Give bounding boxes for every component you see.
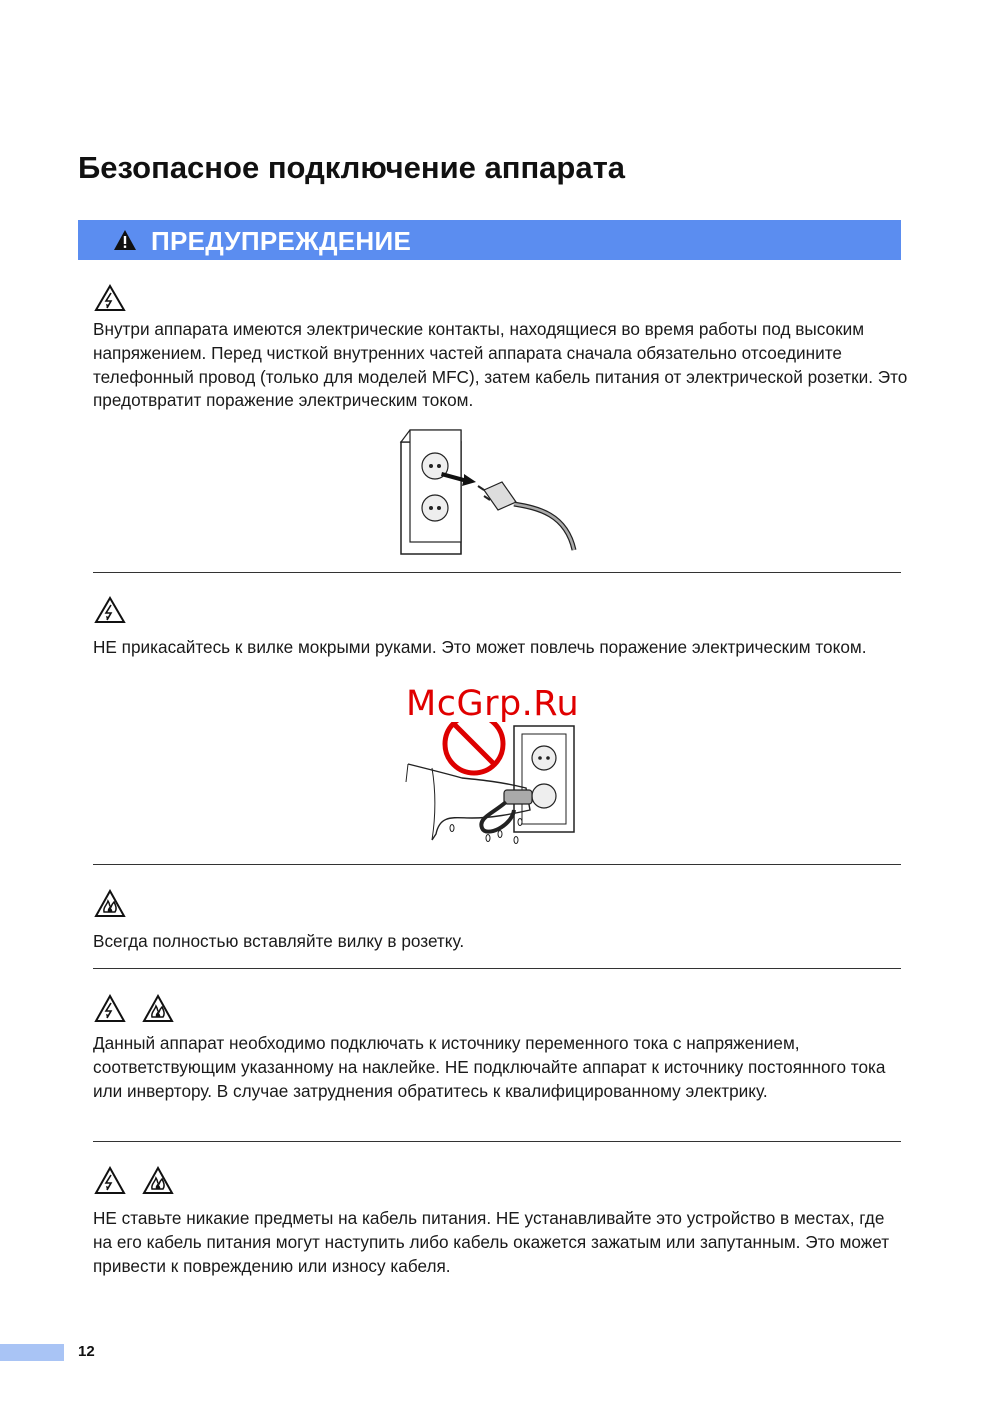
electric-shock-warning-icon (94, 284, 126, 312)
warning-banner (78, 220, 901, 260)
section-divider (93, 968, 901, 969)
section-divider (93, 864, 901, 865)
electric-shock-warning-icon (94, 1166, 126, 1196)
section-5-text: НЕ ставьте никакие предметы на кабель питания. НЕ устанавливайте это устройство в местах, где на его кабель питания могут наступить либо кабель окажется зажатым или запутанным. Это может привести к повреждению или износу кабеля. (93, 1208, 890, 1276)
electric-shock-warning-icon (94, 596, 126, 624)
fire-hazard-warning-icon (94, 889, 126, 919)
wet-hands-illustration (402, 722, 582, 852)
page-number: 12 (78, 1343, 95, 1360)
electric-shock-warning-icon (94, 994, 126, 1024)
prohibited-icon (445, 722, 503, 773)
section-3-text: Всегда полностью вставляйте вилку в розетку. (93, 931, 465, 951)
warning-triangle-icon (113, 229, 137, 251)
section-divider (93, 1141, 901, 1142)
page-title: Безопасное подключение аппарата (78, 150, 626, 185)
section-2-text: НЕ прикасайтесь к вилке мокрыми руками. Это может повлечь поражение электрическим током. (93, 637, 867, 657)
page-tab-marker (0, 1344, 64, 1361)
fire-hazard-warning-icon (142, 1166, 174, 1196)
fire-hazard-warning-icon (142, 994, 174, 1024)
section-1-text: Внутри аппарата имеются электрические контакты, находящиеся во время работы под высоким напряжением. Перед чисткой внутренних частей аппарата сначала обязательно отсоедините телефонный провод (только для моделей MFC), затем кабель питания от электрической розетки. Это предотвратит поражение электрическим током. (93, 319, 908, 411)
watermark: McGrp.Ru (406, 684, 580, 724)
section-4-text: Данный аппарат необходимо подключать к источнику переменного тока с напряжением, соответствующим указанному на наклейке. НЕ подключайте аппарат к источнику постоянного тока или инвертору. В случае затруднения обратитесь к квалифицированному электрику. (93, 1033, 886, 1101)
unplug-illustration (398, 428, 580, 556)
section-divider (93, 572, 901, 573)
warning-banner-label: ПРЕДУПРЕЖДЕНИЕ (151, 226, 412, 256)
